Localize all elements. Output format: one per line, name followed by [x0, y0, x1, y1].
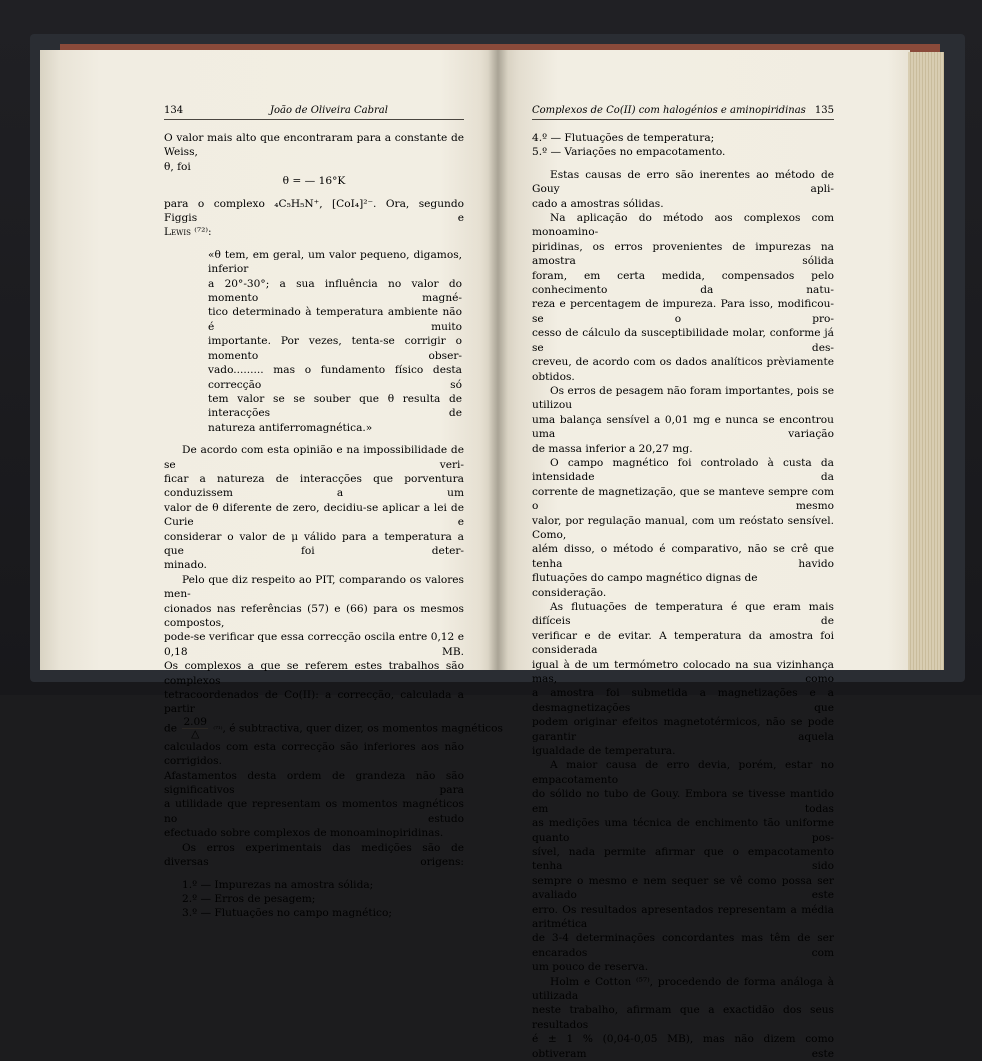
frac-post: , é subtractiva, quer dizer, os momentos magnéticos	[222, 722, 503, 735]
right-page-text	[532, 104, 834, 1061]
text-line	[164, 870, 464, 878]
text-line: 1.º — Impurezas na amostra sólida;	[182, 878, 374, 891]
text-line: de massa inferior a 20,27 mg.	[532, 442, 693, 455]
text-line: sempre o mesmo e nem sequer se vê como possa ser avaliado este	[532, 874, 834, 902]
text-line: valor, por regulação manual, com um reóstato sensível. Como,	[532, 514, 834, 541]
text-line: a utilidade que representam os momentos magnéticos no estudo	[164, 798, 464, 825]
text-line: 3.º — Flutuações no campo magnético;	[182, 907, 392, 920]
text-line: Holm e Cotton ⁽⁵⁷⁾, procedendo de forma análoga à utilizada	[532, 975, 834, 1002]
text-line: As flutuações de temperatura é que eram mais difíceis de	[532, 601, 834, 628]
text-line: igualdade de temperatura.	[532, 745, 676, 758]
fraction-line	[164, 715, 503, 740]
left-running-head: João de Oliveira Cabral	[270, 105, 388, 116]
right-body	[532, 131, 834, 1061]
left-body	[164, 131, 464, 717]
text-line: sível, nada permite afirmar que o empacotamento tenha sido	[532, 845, 834, 873]
text-line: Os erros de pesagem não foram importantes, pois se utilizou	[532, 384, 834, 412]
text-line: O valor mais alto que encontraram para a constante de Weiss,	[164, 132, 464, 159]
text-line: importante. Por vezes, tenta-se corrigir o momento obser-	[208, 335, 462, 362]
text-line: verificar e de evitar. A temperatura da amostra foi considerada	[532, 629, 834, 657]
text-line: pode-se verificar que essa correcção oscila entre 0,12 e 0,18 MB.	[164, 631, 464, 658]
text-line: 4.º — Flutuações de temperatura;	[532, 132, 715, 144]
text-line: de 3-4 determinações concordantes mas têm de ser encarados com	[532, 932, 834, 959]
text-line	[532, 160, 834, 168]
text-line: Estas causas de erro são inerentes ao método de Gouy apli-	[532, 168, 834, 196]
text-line: Afastamentos desta ordem de grandeza não são significativos para	[164, 769, 464, 797]
text-line: 5.º — Variações no empacotamento.	[532, 146, 726, 159]
text-line: Os erros experimentais das medições são de diversas origens:	[164, 841, 464, 869]
text-line: θ, foi	[164, 160, 191, 173]
text-line: O campo magnético foi controlado à custa da intensidade da	[532, 456, 834, 484]
text-line: creveu, de acordo com os dados analíticos prèviamente obtidos.	[532, 356, 834, 383]
text-line: um pouco de reserva.	[532, 961, 649, 974]
text-line: neste trabalho, afirmam que a exactidão dos seus resultados	[532, 1004, 834, 1031]
frac-pre: de	[164, 722, 178, 735]
text-line: calculados com esta correcção são inferiores aos não corrigidos.	[164, 740, 464, 768]
text-line: as medições uma técnica de enchimento tão uniforme quanto pos-	[532, 817, 834, 844]
text-line: para o complexo ₄C₅H₅N⁺, [CoI₄]²⁻. Ora, segundo Figgis e	[164, 197, 464, 225]
text-line: é ± 1 % (0,04-0,05 MB), mas não dizem como obtiveram este	[532, 1033, 834, 1060]
text-line: natureza antiferromagnética.»	[208, 421, 373, 434]
text-line: erro. Os resultados apresentados representam a média aritmética	[532, 903, 834, 930]
text-line	[164, 240, 464, 248]
right-running-header	[532, 104, 834, 120]
text-line: uma balança sensível a 0,01 mg e nunca se encontrou uma variação	[532, 413, 834, 441]
text-line: foram, em certa medida, compensados pelo conhecimento da natu-	[532, 269, 834, 297]
text-line: A maior causa de erro devia, porém, estar no empacotamento	[532, 759, 834, 786]
text-line: cionados nas referências (57) e (66) para os mesmos compostos,	[164, 602, 464, 629]
text-line: a amostra foi submetida a magnetizações e a desmagnetizações que	[532, 687, 834, 714]
text-line: Os complexos a que se referem estes trabalhos são complexos	[164, 660, 464, 687]
text-line: piridinas, os erros provenientes de impurezas na amostra sólida	[532, 240, 834, 268]
text-line: tem valor se se souber que θ resulta de interacções de	[208, 392, 462, 420]
text-line: De acordo com esta opinião e na impossibilidade de se veri-	[164, 444, 464, 471]
fraction-denominator: △	[191, 727, 200, 740]
right-running-head: Complexos de Co(II) com halogénios e aminopiridinas	[532, 105, 806, 116]
text-line: tico determinado à temperatura ambiente não é muito	[208, 306, 462, 333]
text-line: do sólido no tubo de Gouy. Embora se tivesse mantido em todas	[532, 788, 834, 815]
text-line: valor de θ diferente de zero, decidiu-se aplicar a lei de Curie e	[164, 501, 464, 529]
fraction	[182, 717, 208, 740]
text-line: Pelo que diz respeito ao PIT, comparando os valores men-	[164, 573, 464, 601]
text-line: reza e percentagem de impureza. Para isso, modificou-se o pro-	[532, 298, 834, 325]
gutter-shadow	[488, 50, 508, 670]
text-line	[164, 435, 464, 443]
text-line: θ = — 16°K	[282, 175, 346, 188]
text-line: Lewis ⁽⁷²⁾:	[164, 226, 212, 239]
text-line: considerar o valor de μ válido para a temperatura a que foi deter-	[164, 530, 464, 557]
text-line: além disso, o método é comparativo, não se crê que tenha havido	[532, 543, 834, 570]
text-line: vado......... mas o fundamento físico desta correcção só	[208, 364, 462, 391]
text-line: 2.º — Erros de pesagem;	[182, 892, 316, 905]
text-line: a 20°-30°; a sua influência no valor do momento magné-	[208, 277, 462, 305]
text-line	[164, 189, 464, 197]
text-line: ficar a natureza de interacções que porventura conduzissem a um	[164, 472, 464, 500]
frac-ref: ⁽⁷¹⁾	[213, 725, 223, 734]
text-line: efectuado sobre complexos de monoaminopiridinas.	[164, 827, 444, 840]
left-page-text	[164, 104, 503, 921]
text-line: Na aplicação do método aos complexos com monoamino-	[532, 212, 834, 239]
left-running-header	[164, 104, 464, 120]
text-line: cado a amostras sólidas.	[532, 197, 664, 210]
text-line: igual à de um termómetro colocado na sua vizinhança mas, como	[532, 658, 834, 686]
text-line: tetracoordenados de Co(II): a correcção, calculada a partir	[164, 689, 464, 716]
text-line: corrente de magnetização, que se manteve sempre com o mesmo	[532, 485, 834, 513]
text-line: flutuações do campo magnético dignas de consideração.	[532, 572, 758, 599]
right-page-number: 135	[814, 105, 834, 116]
text-line: minado.	[164, 559, 207, 572]
fraction-numerator: 2.09	[183, 715, 208, 728]
text-line: cesso de cálculo da susceptibilidade molar, conforme já se des-	[532, 327, 834, 354]
text-line: «θ tem, em geral, um valor pequeno, digamos, inferior	[208, 248, 462, 276]
left-body-continued	[164, 740, 464, 921]
left-page-number: 134	[164, 105, 184, 116]
page-edges	[908, 52, 944, 670]
text-line: podem originar efeitos magnetotérmicos, não se pode garantir aquela	[532, 716, 834, 743]
